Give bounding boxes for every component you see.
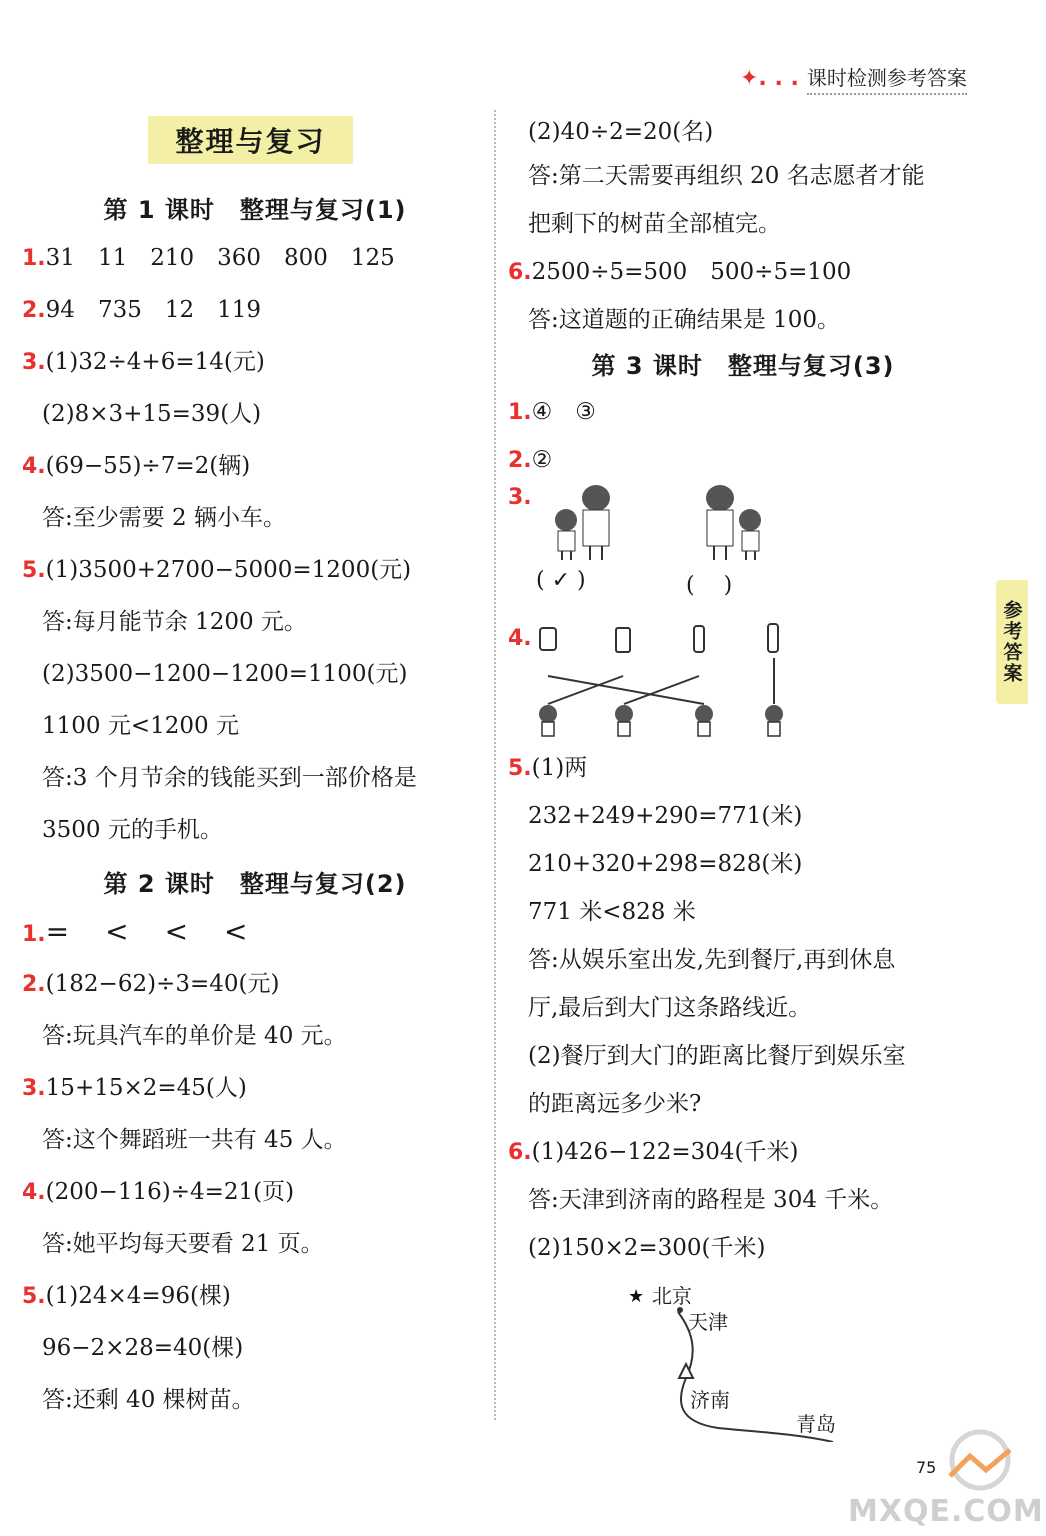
question-number: 2. xyxy=(22,298,46,323)
question-number: 6. xyxy=(508,1140,532,1165)
people-illustration xyxy=(538,484,778,566)
answer-text: ② xyxy=(531,447,553,473)
question-number: 5. xyxy=(508,756,532,781)
answer-line: 答:玩具汽车的单价是 40 元。 xyxy=(42,1023,347,1049)
label-tianjin: 天津 xyxy=(688,1310,728,1334)
answer-mark-right: ( ) xyxy=(686,573,733,598)
section-title: 整理与复习 xyxy=(148,116,353,164)
question-number: 3. xyxy=(22,1076,46,1101)
label-jinan: 济南 xyxy=(690,1388,730,1412)
lesson-1-title: 第 1 课时 整理与复习(1) xyxy=(103,196,407,224)
answer-text: = < < < xyxy=(45,915,252,948)
answer-text: (1)3500+2700−5000=1200(元) xyxy=(45,557,412,583)
answer-line: 771 米<828 米 xyxy=(528,899,696,925)
question-number: 4. xyxy=(22,1180,46,1205)
object-icons xyxy=(540,624,778,652)
answer-line: (2)3500−1200−1200=1100(元) xyxy=(42,661,408,687)
right-column xyxy=(508,112,978,1442)
answer-line: 把剩下的树苗全部植完。 xyxy=(528,211,781,237)
label-qingdao: 青岛 xyxy=(796,1412,836,1436)
answer-line: 答:每月能节余 1200 元。 xyxy=(42,609,307,635)
answer-line: 厅,最后到大门这条路线近。 xyxy=(528,995,812,1021)
question-number: 1. xyxy=(22,922,46,947)
question-number: 1. xyxy=(22,246,46,271)
route-map xyxy=(508,1272,978,1442)
question-number: 3. xyxy=(508,485,532,510)
answer-text: (1)32÷4+6=14(元) xyxy=(45,349,265,375)
label-beijing: 北京 xyxy=(652,1284,692,1308)
answer-text: 94 735 12 119 xyxy=(45,297,262,323)
l2-q3 xyxy=(22,1062,488,1114)
l1-q5 xyxy=(22,544,488,596)
l3-q4 xyxy=(508,614,978,744)
answer-line: (2)40÷2=20(名) xyxy=(528,119,714,145)
l2-q1 xyxy=(22,906,488,958)
question-number: 4. xyxy=(22,454,46,479)
answer-line: 232+249+290=771(米) xyxy=(528,803,803,829)
question-number: 2. xyxy=(508,448,532,473)
answer-text: ④ ③ xyxy=(531,399,596,425)
answer-line: 1100 元<1200 元 xyxy=(42,713,239,739)
l3-q6 xyxy=(508,1128,978,1176)
answer-text: (1)426−122=304(千米) xyxy=(531,1139,799,1165)
answer-text: (69−55)÷7=2(辆) xyxy=(45,453,251,479)
answer-line: 答:这道题的正确结果是 100。 xyxy=(528,307,840,333)
l3-q2 xyxy=(508,436,978,484)
side-tab-label: 参考答案 xyxy=(1000,600,1023,684)
l2-q4 xyxy=(22,1166,488,1218)
answer-text: (182−62)÷3=40(元) xyxy=(45,971,280,997)
column-divider xyxy=(494,110,496,1420)
answer-line: 答:还剩 40 棵树苗。 xyxy=(42,1387,255,1413)
matching-lines xyxy=(548,658,774,704)
answer-text: (1)两 xyxy=(531,755,588,781)
answer-text: 15+15×2=45(人) xyxy=(45,1075,247,1101)
l3-q5 xyxy=(508,744,978,792)
star-icon: ★ xyxy=(628,1286,645,1307)
l3-q3 xyxy=(508,484,978,614)
answer-text: 31 11 210 360 800 125 xyxy=(45,245,395,271)
watermark-logo xyxy=(820,1420,1030,1500)
lesson-3-title: 第 3 课时 整理与复习(3) xyxy=(591,352,895,380)
question-number: 1. xyxy=(508,400,532,425)
question-number: 4. xyxy=(508,626,532,651)
answer-mark-left: ( ✓ ) xyxy=(536,568,586,593)
answer-line: 答:她平均每天要看 21 页。 xyxy=(42,1231,324,1257)
answer-line: 的距离远多少米? xyxy=(528,1091,702,1117)
l1-q2 xyxy=(22,284,488,336)
l1-q1 xyxy=(22,232,488,284)
answer-line: (2)餐厅到大门的距离比餐厅到娱乐室 xyxy=(528,1043,906,1069)
l1-q3 xyxy=(22,336,488,388)
question-number: 5. xyxy=(22,1284,46,1309)
answer-line: (2)150×2=300(千米) xyxy=(528,1235,766,1261)
answer-line: 答:至少需要 2 辆小车。 xyxy=(42,505,287,531)
answer-line: 答:从娱乐室出发,先到餐厅,再到休息 xyxy=(528,947,896,973)
answer-line: (2)8×3+15=39(人) xyxy=(42,401,262,427)
watermark-text: MXQE.COM xyxy=(848,1494,1044,1529)
left-column xyxy=(22,112,488,1426)
r-q6 xyxy=(508,248,978,296)
figure-left xyxy=(555,485,610,560)
question-number: 3. xyxy=(22,350,46,375)
answer-line: 答:天津到济南的路程是 304 千米。 xyxy=(528,1187,894,1213)
l3-q1 xyxy=(508,388,978,436)
child-icons xyxy=(539,705,783,723)
question-number: 5. xyxy=(22,558,46,583)
header-decoration: ✦. . . xyxy=(740,65,799,91)
figure-right xyxy=(706,485,761,560)
answer-line: 答:这个舞蹈班一共有 45 人。 xyxy=(42,1127,347,1153)
page-number: 75 xyxy=(916,1458,937,1477)
answer-text: (200−116)÷4=21(页) xyxy=(45,1179,295,1205)
question-number: 2. xyxy=(22,972,46,997)
l2-q2 xyxy=(22,958,488,1010)
answer-line: 3500 元的手机。 xyxy=(42,817,223,843)
l1-q4 xyxy=(22,440,488,492)
answer-line: 答:第二天需要再组织 20 名志愿者才能 xyxy=(528,163,925,189)
question-number: 6. xyxy=(508,260,532,285)
lesson-2-title: 第 2 课时 整理与复习(2) xyxy=(103,870,407,898)
page-header xyxy=(740,60,967,96)
answer-text: 2500÷5=500 500÷5=100 xyxy=(531,259,852,285)
l2-q5 xyxy=(22,1270,488,1322)
answer-text: (1)24×4=96(棵) xyxy=(45,1283,231,1309)
answer-line: 210+320+298=828(米) xyxy=(528,851,803,877)
answer-line: 答:3 个月节余的钱能买到一部价格是 xyxy=(42,765,417,791)
header-title: 课时检测参考答案 xyxy=(807,62,967,95)
matching-illustration xyxy=(528,614,808,740)
answer-line: 96−2×28=40(棵) xyxy=(42,1335,244,1361)
side-tab xyxy=(996,580,1028,704)
